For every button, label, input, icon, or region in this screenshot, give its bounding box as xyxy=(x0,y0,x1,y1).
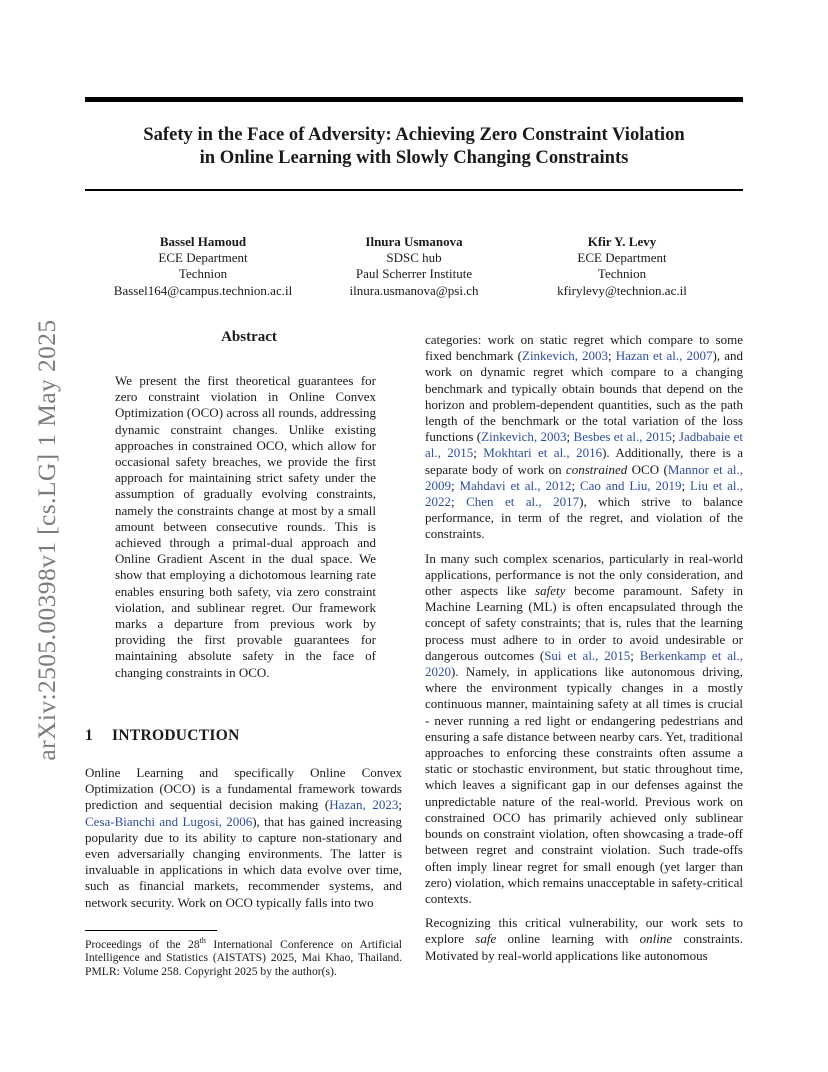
section-title: INTRODUCTION xyxy=(112,727,240,744)
author-email: kfirylevy@technion.ac.il xyxy=(557,282,687,298)
paper-title xyxy=(85,123,743,169)
paragraph-text: Recognizing this critical vulnerability, our work sets to explore safe online learning with online constraints. Motivated by real-world applications like autonomous xyxy=(425,915,743,963)
footnote-text: Proceedings of the 28th International Conference on Artificial Intelligence and Statistics (AISTATS) 2025, Mai Khao, Thailand. PMLR: Volume 258. Copyright 2025 by the author(s). xyxy=(85,936,403,978)
citation-link[interactable]: 2007 xyxy=(686,348,713,364)
citation-link[interactable]: 2015 xyxy=(447,445,474,461)
citation-link[interactable]: 2019 xyxy=(655,477,682,493)
author-block xyxy=(502,234,742,299)
citation-link[interactable]: Hazan, xyxy=(329,797,373,813)
abstract-heading: Abstract xyxy=(221,329,277,345)
author-institution: Paul Scherrer Institute xyxy=(355,266,473,282)
citation-link[interactable]: 2003 xyxy=(540,429,567,445)
citation-link[interactable]: Cesa-Bianchi xyxy=(85,813,160,829)
title-bottom-rule xyxy=(85,189,743,191)
citation-link[interactable]: 2003 xyxy=(582,348,609,364)
footnote xyxy=(85,938,402,978)
citation-link[interactable]: Mannor xyxy=(667,461,714,477)
citation-link[interactable]: Zinkevich, xyxy=(522,348,583,364)
citation-link[interactable]: al., xyxy=(553,445,577,461)
intro-paragraph-3 xyxy=(425,915,743,964)
emphasis-text: online xyxy=(639,931,673,947)
citation-link[interactable]: al., xyxy=(626,429,646,445)
author-name: Ilnura Usmanova xyxy=(365,234,463,249)
section-heading-introduction xyxy=(85,727,240,745)
citation-link[interactable]: Liu xyxy=(689,477,713,493)
top-rule xyxy=(85,97,743,102)
section-number: 1 xyxy=(85,727,94,744)
intro-right-column xyxy=(425,332,743,964)
citation-link[interactable]: 2022 xyxy=(425,494,451,510)
paragraph-text: Online Learning and specifically Online Convex Optimization (OCO) is a fundamental framework towards prediction and sequential decision making (Hazan, 2023; Cesa-Bianchi and Lugosi, 2006), that has gained increasing popularity due to its ability to capture non-stationary and even adversarially changing environments. The latter is invaluable in applications in which data evolve over time, such as financial markets, recommender systems, and network security. Work on OCO typically falls into two xyxy=(85,765,403,910)
citation-link[interactable]: 2009 xyxy=(425,477,451,493)
citation-link[interactable]: 2017 xyxy=(553,494,580,510)
emphasis-text: constrained xyxy=(565,461,628,477)
citation-link[interactable]: et xyxy=(733,429,743,445)
citation-link[interactable]: al., xyxy=(525,494,554,510)
citation-link[interactable]: 2006 xyxy=(226,813,253,829)
citation-link[interactable]: Zinkevich, xyxy=(481,429,541,445)
author-email: ilnura.usmanova@psi.ch xyxy=(349,282,479,298)
author-email: Bassel164@campus.technion.ac.il xyxy=(113,282,293,298)
citation-link[interactable]: et xyxy=(712,477,728,493)
citation-link[interactable]: Sui et al., 2015 xyxy=(544,647,631,663)
paragraph-text: categories: work on static regret which compare to some fixed benchmark (Zinkevich, 2003; Hazan et al., 2007), and work on dynamic regret which compare to a changing benchmark and typically obtain bounds that depend on the horizon and problem-dependent quantities, such as the path length of the benchmark or the total variation of the loss functions (Zinkevich, 2003; Besbes et al., 2015; Jadbabaie et al., 2015; Mokhtari et al., 2016). Additionally, there is a separate body of work on constrained OCO (Mannor et al., 2009; Mahdavi et al., 2012; Cao and Liu, 2019; Liu et al., 2022; Chen et al., 2017), which strive to balance performance, in term of the regret, and violation of the constraints. xyxy=(425,332,743,542)
citation-link[interactable]: Mokhtari xyxy=(483,445,539,461)
citation-link[interactable]: al., xyxy=(727,461,743,477)
emphasis-text: safety xyxy=(535,583,566,599)
citation-link[interactable]: 2012 xyxy=(545,477,572,493)
author-institution: Technion xyxy=(178,266,228,282)
citation-link[interactable]: and xyxy=(605,477,630,493)
citation-link[interactable]: Lugosi, xyxy=(182,813,227,829)
citation-link[interactable]: et xyxy=(504,494,526,510)
author-institution: Technion xyxy=(597,266,647,282)
citation-link[interactable]: Besbes xyxy=(573,429,614,445)
citation-link[interactable]: Berkenkamp et al., 2020 xyxy=(425,647,743,680)
citation-link[interactable]: Hazan xyxy=(615,348,654,364)
citation-link[interactable]: al., xyxy=(524,477,546,493)
abstract-text: We present the first theoretical guarantees for zero constraint violation in Online Convex Optimization (OCO) across all rounds, addressing dynamic constraint changes. Unlike existing approaches in constrained OCO, which allow for occasional safety breaches, we provide the first approach for maintaining strict safety under the assumption of gradually evolving constraints, namely the constraints change at most by a small amount between consecutive rounds. This is achieved through a primal-dual approach and Online Gradient Ascent in the dual space. We show that employing a dichotomous learning rate enables ensuring both safety, via zero constraint violation, and sublinear regret. Our framework marks a departure from previous work by providing the first provable guarantees for maintaining absolute safety in the face of changing constraints in OCO. xyxy=(115,373,376,680)
arxiv-identifier-stamp: arXiv:2505.00398v1 [cs.LG] 1 May 2025 xyxy=(32,319,61,761)
author-block xyxy=(294,234,534,299)
citation-link[interactable]: 2023 xyxy=(372,797,399,813)
citation-link[interactable]: et xyxy=(653,348,667,364)
citation-link[interactable]: Cao xyxy=(579,477,606,493)
intro-left-column xyxy=(85,765,402,911)
citation-link[interactable]: and xyxy=(159,813,183,829)
citation-link[interactable]: et xyxy=(613,429,627,445)
abstract-body xyxy=(115,373,376,681)
citation-link[interactable]: et xyxy=(713,461,728,477)
author-department: SDSC hub xyxy=(386,250,442,266)
author-block xyxy=(83,234,323,299)
citation-link[interactable]: Mahdavi xyxy=(459,477,511,493)
citation-link[interactable]: Chen xyxy=(466,494,505,510)
intro-paragraph-1-continued xyxy=(425,332,743,543)
intro-paragraph-2 xyxy=(425,551,743,907)
citation-link[interactable]: Liu, xyxy=(629,477,656,493)
title-line-2: in Online Learning with Slowly Changing Constraints xyxy=(199,147,629,168)
paragraph-text: In many such complex scenarios, particularly in real-world applications, performance is not the only consideration, and other aspects like safety become paramount. Safety in Machine Learning (ML) is often encapsulated through the concept of safety constraints; that is, rules that the learning process must adhere to in order to avoid undesirable or dangerous outcomes (Sui et al., 2015; Berkenkamp et al., 2020). Namely, in applications like autonomous driving, where the environment typically changes in a mostly continuous manner, maintaining safety at all times is crucial - never running a red light or endangering pedestrians and ensuring a safe distance between nearby cars. Yet, traditional approaches to enforcing these constraints often assume a static or stochastic environment, but static throughout time, which leaves a significant gap in our defenses against the unpredictable nature of the real-world. Previous work on constrained OCO has primarily achieved only sublinear bounds on constraint violation, often showcasing a trade-off between regret and constraint violation. Such trade-offs often imply linear regret for small enough (yet larger than zero) violation, which remains unacceptable in safety-critical contexts. xyxy=(425,550,743,906)
citation-link[interactable]: al., xyxy=(727,477,743,493)
citation-link[interactable]: 2015 xyxy=(645,429,672,445)
citation-link[interactable]: et xyxy=(510,477,525,493)
citation-link[interactable]: al., xyxy=(425,445,448,461)
intro-paragraph-1-start xyxy=(85,765,402,911)
author-department: ECE Department xyxy=(577,250,667,266)
citation-link[interactable]: et xyxy=(538,445,554,461)
author-name: Kfir Y. Levy xyxy=(587,234,657,249)
citation-link[interactable]: 2016 xyxy=(576,445,603,461)
emphasis-text: safe xyxy=(475,931,497,947)
title-line-1: Safety in the Face of Adversity: Achieving Zero Constraint Violation xyxy=(143,124,685,145)
citation-link[interactable]: al., xyxy=(666,348,687,364)
author-department: ECE Department xyxy=(158,250,248,266)
footnote-rule xyxy=(85,930,217,931)
author-name: Bassel Hamoud xyxy=(159,234,247,249)
citation-link[interactable]: Jadbabaie xyxy=(678,429,734,445)
